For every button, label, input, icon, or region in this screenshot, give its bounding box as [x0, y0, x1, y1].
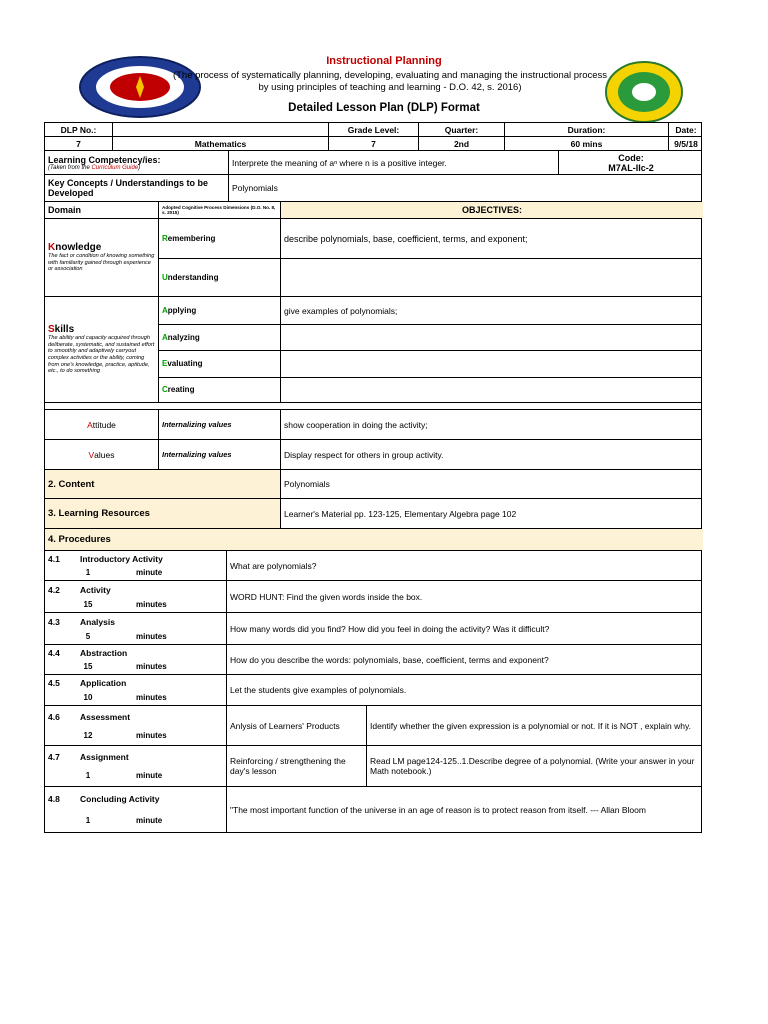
procedure-description: WORD HUNT: Find the given words inside the box. — [230, 591, 423, 602]
procedure-time — [48, 568, 223, 577]
procedure-minutes: 5 — [85, 631, 91, 641]
applying-initial: A — [162, 306, 168, 315]
applying-objective: give examples of polynomials; — [284, 305, 398, 316]
creating-rest: reating — [167, 385, 195, 394]
content-label: 2. Content — [45, 470, 281, 498]
values-objective: Display respect for others in group activity. — [284, 449, 444, 460]
procedure-step-cell — [45, 675, 227, 705]
procedure-time — [48, 662, 223, 671]
instructional-planning-title: Instructional Planning — [326, 55, 442, 67]
procedure-minutes: 10 — [83, 692, 93, 702]
dlp-no-label: DLP No.: — [45, 123, 113, 136]
lesson-plan-table — [44, 122, 702, 833]
values-label — [45, 440, 159, 469]
procedure-step-cell — [45, 706, 227, 745]
procedure-row — [45, 645, 701, 675]
procedures-header-row — [45, 529, 701, 551]
info-value-row — [45, 137, 701, 151]
procedure-row — [45, 746, 701, 787]
analyzing-objective — [281, 324, 703, 350]
understanding-initial: U — [162, 272, 168, 282]
code-cell — [559, 151, 703, 174]
procedure-step-cell — [45, 787, 227, 832]
procedure-time — [48, 771, 223, 780]
procedure-minutes: 1 — [85, 568, 91, 577]
resources-row — [45, 499, 701, 529]
procedure-description: Identify whether the given expression is a polynomial or not. If it is NOT , explain why. — [370, 720, 691, 731]
procedures-label: 4. Procedures — [45, 529, 703, 550]
procedure-description: What are polynomials? — [230, 560, 317, 571]
curriculum-guide-note — [48, 165, 140, 171]
understanding-objective — [281, 258, 703, 296]
procedure-minutes: 1 — [85, 771, 91, 781]
instructional-planning-subtitle: (The process of systematically planning, developing, evaluating and managing the instructional process by using principles of teaching and learning - D.O. 42, s. 2016) — [172, 70, 608, 93]
remembering-row — [159, 219, 701, 259]
quarter-label: Quarter: — [419, 123, 505, 136]
procedure-name: Application — [80, 678, 127, 689]
procedure-step-cell — [45, 746, 227, 786]
procedures-list — [45, 551, 701, 833]
procedure-unit: minute — [136, 771, 163, 781]
procedure-time — [48, 816, 223, 825]
values-initial: V — [88, 449, 95, 460]
procedure-sub-label: Anlysis of Learners' Products — [227, 706, 367, 745]
procedure-row — [45, 675, 701, 706]
attitude-label — [45, 410, 159, 439]
key-concepts-value: Polynomials — [232, 183, 278, 193]
understanding-rest: nderstanding — [167, 272, 219, 282]
competency-value: Interprete the meaning of aⁿ where n is a positive integer. — [229, 151, 559, 174]
knowledge-rest: nowledge — [55, 242, 102, 254]
procedure-row — [45, 613, 701, 645]
procedure-sub-label: Reinforcing / strengthening the day's lesson — [227, 746, 367, 786]
competency-note-post: ) — [138, 164, 141, 171]
procedure-row — [45, 706, 701, 746]
procedure-name: Activity — [80, 584, 111, 595]
procedure-step-cell — [45, 613, 227, 644]
procedure-number: 4.8 — [48, 794, 60, 804]
grade-level-label: Grade Level: — [329, 123, 419, 136]
creating-row — [159, 377, 701, 402]
evaluating-objective — [281, 350, 703, 377]
dlp-no-value: 7 — [45, 137, 113, 150]
resources-value: Learner's Material pp. 123-125, Elementary Algebra page 102 — [284, 508, 517, 519]
procedure-number: 4.1 — [48, 554, 60, 564]
skills-label — [48, 324, 74, 335]
info-label-row — [45, 123, 701, 137]
domain-label: Domain — [45, 202, 159, 218]
section-spacer — [45, 403, 701, 410]
procedure-step-heading — [48, 794, 223, 804]
key-concepts-row — [45, 175, 701, 202]
procedure-name: Assessment — [80, 711, 131, 722]
procedure-name: Assignment — [80, 751, 129, 762]
analyzing-row — [159, 324, 701, 351]
knowledge-description: The fact or condition of knowing something with familiarity gained through experience or association — [48, 253, 155, 273]
procedure-row — [45, 551, 701, 581]
understanding-label — [159, 258, 281, 296]
procedure-minutes: 1 — [85, 816, 91, 825]
attitude-initial: A — [87, 419, 93, 430]
procedure-step-heading — [48, 554, 223, 564]
remembering-label — [159, 219, 281, 258]
procedure-unit: minutes — [136, 692, 167, 702]
procedure-unit: minute — [136, 816, 163, 825]
procedure-number: 4.2 — [48, 584, 60, 595]
knowledge-initial: K — [48, 242, 56, 254]
understanding-row — [159, 258, 701, 296]
values-row — [45, 440, 701, 470]
knowledge-label — [48, 242, 101, 253]
resources-label: 3. Learning Resources — [45, 499, 281, 528]
creating-initial: C — [162, 385, 168, 394]
procedure-step-cell — [45, 581, 227, 612]
procedure-number: 4.5 — [48, 678, 60, 689]
procedure-name: Analysis — [80, 616, 115, 627]
analyzing-initial: A — [162, 332, 168, 342]
procedure-unit: minutes — [136, 662, 167, 671]
dlp-no-spacer — [113, 123, 329, 136]
competency-note-pre: (Taken from the — [48, 164, 92, 171]
curriculum-guide-link: Curriculum Guide — [91, 164, 139, 171]
creating-label — [159, 377, 281, 402]
attitude-rest: ttitude — [92, 419, 116, 430]
grade-level-value: 7 — [329, 137, 419, 150]
procedure-description: Read LM page124-125..1.Describe degree of a polynomial. (Write your answer in your Math notebook.) — [370, 756, 695, 776]
procedure-description: Let the students give examples of polynomials. — [230, 685, 407, 695]
attitude-dimension: Internalizing values — [159, 410, 281, 439]
procedure-time — [48, 693, 223, 702]
code-label: Code: — [618, 152, 644, 163]
skills-initial: S — [48, 324, 55, 336]
procedure-minutes: 12 — [83, 730, 93, 740]
values-dimension: Internalizing values — [159, 440, 281, 469]
procedure-description: "The most important function of the universe in an age of reason is to protect reason from itself. --- Allan Bloom — [230, 804, 646, 815]
evaluating-rest: valuating — [167, 359, 203, 368]
subject-value: Mathematics — [113, 137, 329, 150]
procedure-name: Introductory Activity — [80, 554, 163, 564]
procedure-step-heading — [48, 648, 223, 658]
procedure-step-heading — [48, 617, 223, 627]
procedure-number: 4.3 — [48, 616, 60, 627]
procedure-step-cell — [45, 645, 227, 674]
knowledge-section — [45, 219, 701, 297]
competency-row — [45, 151, 701, 175]
code-value: M7AL-IIc-2 — [608, 162, 654, 173]
procedure-step-heading — [48, 752, 223, 762]
skills-description: The ability and capacity acquired through deliberate, systematic, and sustained effort to smoothly and adaptively carryout complex activities or the ability, coming from one's knowledge, practice, aptitude, etc., to do something — [48, 335, 155, 375]
procedure-row — [45, 787, 701, 833]
procedure-step-heading — [48, 712, 223, 722]
cognitive-dimensions-label: Adopted Cognitive Process Dimensions (D.O. No. 8, s. 2015) — [159, 202, 281, 218]
attitude-objective: show cooperation in doing the activity; — [284, 419, 428, 430]
dlp-format-title: Detailed Lesson Plan (DLP) Format — [288, 102, 480, 114]
procedure-number: 4.4 — [48, 648, 60, 658]
knowledge-label-cell — [45, 219, 159, 296]
procedure-number: 4.7 — [48, 751, 60, 762]
applying-row — [159, 297, 701, 325]
division-seal-logo — [604, 60, 684, 124]
procedure-description: How many words did you find? How did you feel in doing the activity? Was it difficult? — [230, 623, 550, 634]
procedure-number: 4.6 — [48, 711, 60, 722]
date-value: 9/5/18 — [674, 138, 698, 149]
procedure-unit: minutes — [136, 599, 167, 609]
applying-rest: pplying — [167, 306, 197, 315]
evaluating-label — [159, 350, 281, 377]
remembering-rest: emembering — [167, 234, 216, 243]
procedure-time — [48, 600, 223, 609]
skills-label-cell — [45, 297, 159, 402]
creating-objective — [281, 377, 703, 402]
remembering-objective: describe polynomials, base, coefficient, terms, and exponent; — [284, 233, 528, 244]
date-label: Date: — [675, 124, 697, 135]
procedure-name: Concluding Activity — [80, 794, 160, 804]
procedure-minutes: 15 — [83, 662, 93, 671]
applying-label — [159, 297, 281, 324]
procedure-description: How do you describe the words: polynomials, base, coefficient, terms and exponent? — [230, 654, 549, 665]
procedure-unit: minutes — [136, 631, 167, 641]
procedure-step-heading — [48, 678, 223, 688]
procedure-step-cell — [45, 551, 227, 580]
procedure-name: Abstraction — [80, 648, 128, 658]
objectives-label: OBJECTIVES: — [281, 202, 703, 218]
evaluating-initial: E — [162, 359, 168, 368]
procedure-step-heading — [48, 585, 223, 595]
attitude-row — [45, 410, 701, 440]
evaluating-row — [159, 350, 701, 378]
competency-label-cell — [45, 151, 229, 174]
quarter-value: 2nd — [419, 137, 505, 150]
procedure-unit: minutes — [136, 730, 167, 740]
duration-label: Duration: — [505, 123, 669, 136]
values-rest: alues — [94, 449, 115, 460]
procedure-row — [45, 581, 701, 613]
content-value: Polynomials — [284, 479, 330, 489]
analyzing-rest: nalyzing — [167, 332, 200, 342]
competency-label: Learning Competency/ies: — [48, 154, 161, 165]
procedure-time — [48, 632, 223, 641]
procedure-time — [48, 731, 223, 740]
procedure-unit: minute — [136, 568, 163, 577]
duration-value: 60 mins — [505, 137, 669, 150]
content-row — [45, 470, 701, 499]
analyzing-label — [159, 324, 281, 350]
domain-header-row — [45, 202, 701, 219]
skills-rest: kills — [54, 324, 75, 336]
procedure-minutes: 15 — [83, 599, 93, 609]
remembering-initial: R — [162, 234, 168, 243]
skills-section — [45, 297, 701, 403]
key-concepts-label: Key Concepts / Understandings to be Developed — [45, 175, 229, 201]
